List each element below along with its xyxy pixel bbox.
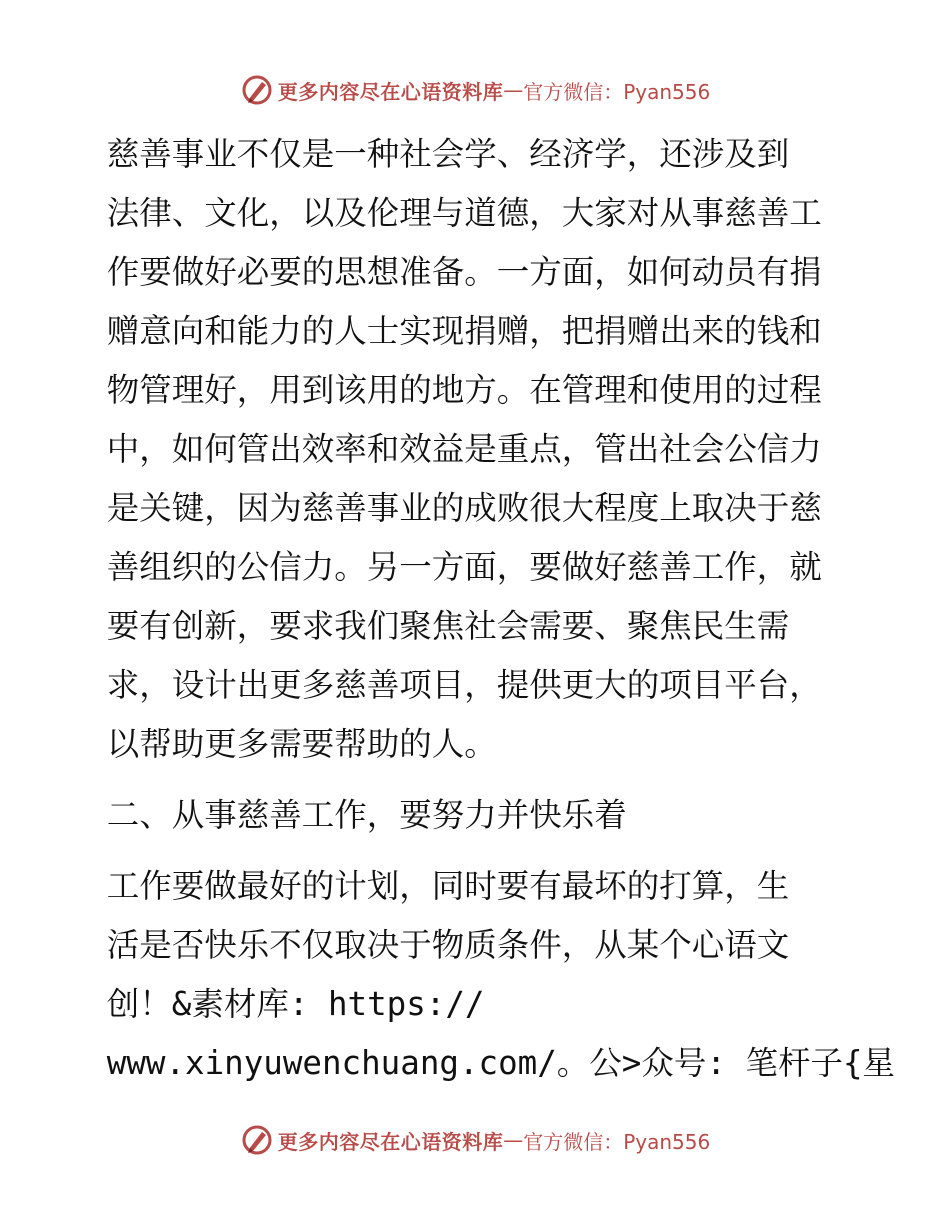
paragraph-2 <box>97 857 896 1093</box>
document-body <box>97 125 896 1093</box>
banner-main-text: 更多内容尽在心语资料库 <box>277 1129 504 1154</box>
text-line: 作要做好必要的思想准备。一方面，如何动员有捐 <box>106 253 822 291</box>
header-banner <box>0 70 950 110</box>
text-line: 要有创新，要求我们聚焦社会需要、聚焦民生需 <box>106 607 790 645</box>
text-line: 工作要做最好的计划，同时要有最坏的打算，生 <box>106 867 790 905</box>
text-line: 是关键，因为慈善事业的成败很大程度上取决于慈 <box>106 489 822 527</box>
banner-sub-text: 官方微信：Pyan556 <box>523 79 711 104</box>
text-line: 求，设计出更多慈善项目，提供更大的项目平台， <box>106 666 822 704</box>
text-line: 中，如何管出效率和效益是重点，管出社会公信力 <box>106 430 822 468</box>
section-heading: 二、从事慈善工作，要努力并快乐着 <box>106 796 627 834</box>
footer-banner <box>0 1120 950 1160</box>
text-line: 法律、文化，以及伦理与道德，大家对从事慈善工 <box>106 194 822 232</box>
text-line: 赠意向和能力的人士实现捐赠，把捐赠出来的钱和 <box>106 312 822 350</box>
text-line: 物管理好，用到该用的地方。在管理和使用的过程 <box>106 371 822 409</box>
banner-dash: — <box>503 78 524 102</box>
text-line: 创！&素材库: https:// <box>106 985 485 1023</box>
text-line: www.xinyuwenchuang.com/。公>众号: 笔杆子{星 <box>106 1044 896 1082</box>
text-line: 以帮助更多需要帮助的人。 <box>106 725 497 763</box>
paragraph-1 <box>97 125 857 774</box>
banner-dash: — <box>503 1128 524 1152</box>
text-line: 善组织的公信力。另一方面，要做好慈善工作，就 <box>106 548 822 586</box>
text-line: 慈善事业不仅是一种社会学、经济学，还涉及到 <box>106 135 790 173</box>
pen-circle-logo-icon <box>240 1123 274 1157</box>
banner-sub-text: 官方微信：Pyan556 <box>523 1129 711 1154</box>
text-line: 活是否快乐不仅取决于物质条件，从某个心语文 <box>106 926 790 964</box>
banner-main-text: 更多内容尽在心语资料库 <box>277 79 504 104</box>
pen-circle-logo-icon <box>240 73 274 107</box>
